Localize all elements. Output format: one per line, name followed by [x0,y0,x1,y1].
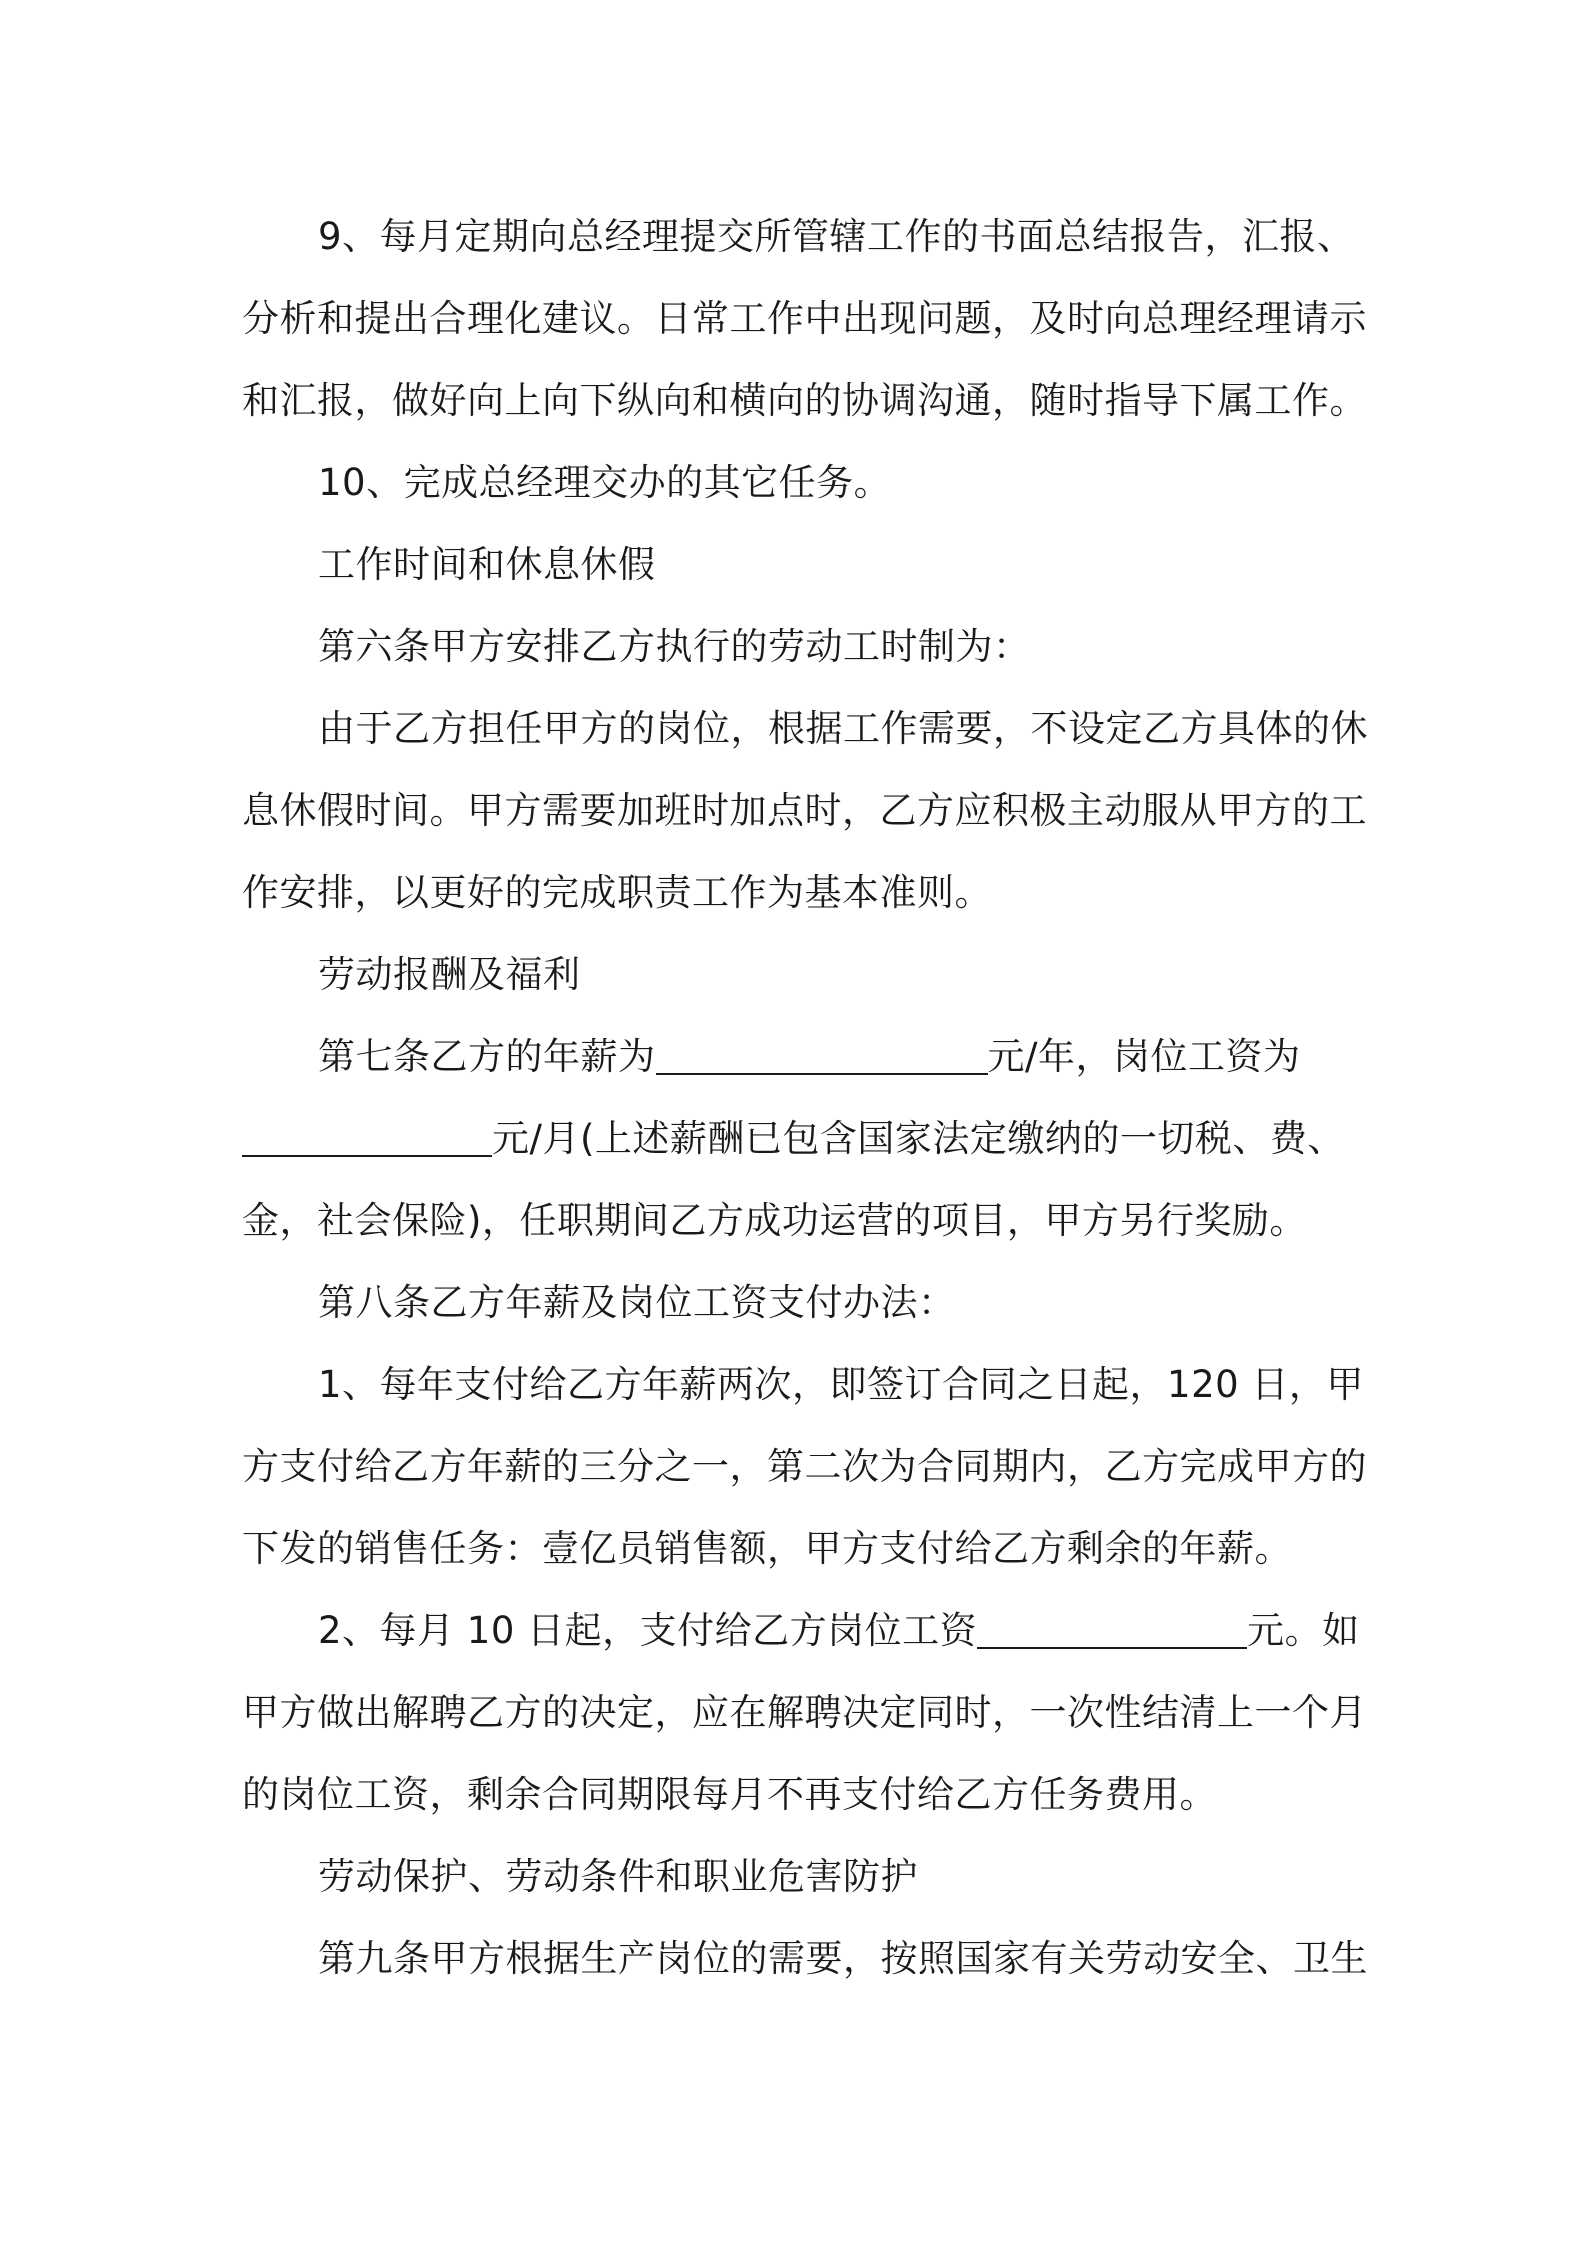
paragraph-line: 由于乙方担任甲方的岗位，根据工作需要，不设定乙方具体的休 [318,707,1368,750]
document-body [242,196,1368,2000]
paragraph-line: 方支付给乙方年薪的三分之一，第二次为合同期内，乙方完成甲方的 [242,1445,1367,1488]
paragraph-line: 息休假时间。甲方需要加班时加点时，乙方应积极主动服从甲方的工 [242,789,1367,832]
annual-salary-blank [656,1033,988,1075]
salary-text-post: 元/年，岗位工资为 [987,1035,1301,1078]
paragraph-line: 作安排，以更好的完成职责工作为基本准则。 [242,871,992,914]
paragraph-line: 9、每月定期向总经理提交所管辖工作的书面总结报告，汇报、 [318,215,1355,258]
salary-line [242,1016,1352,1098]
post-salary-blank [977,1607,1247,1649]
salary-text-monthly: 元/月(上述薪酬已包含国家法定缴纳的一切税、费、 [492,1117,1345,1160]
salary-text-annual: 第七条乙方的年薪为 [318,1035,656,1078]
section-heading: 工作时间和休息休假 [318,543,656,586]
paragraph-line: 第八条乙方年薪及岗位工资支付办法： [318,1281,956,1324]
paragraph-line: 的岗位工资，剩余合同期限每月不再支付给乙方任务费用。 [242,1773,1217,1816]
paragraph-line: 第六条甲方安排乙方执行的劳动工时制为： [318,625,1031,668]
monthly-salary-blank [242,1115,492,1157]
payment-text-end: 元。如 [1247,1609,1360,1652]
paragraph-line: 10、完成总经理交办的其它任务。 [318,461,892,504]
paragraph-line: 和汇报，做好向上向下纵向和横向的协调沟通，随时指导下属工作。 [242,379,1367,422]
paragraph-line: 1、每年支付给乙方年薪两次，即签订合同之日起，120 日，甲 [318,1363,1364,1406]
section-heading: 劳动报酬及福利 [318,953,581,996]
paragraph-line: 下发的销售任务：壹亿员销售额，甲方支付给乙方剩余的年薪。 [242,1527,1292,1570]
paragraph-line: 第九条甲方根据生产岗位的需要，按照国家有关劳动安全、卫生 [318,1937,1368,1980]
salary-line [242,1098,1352,1180]
paragraph-line: 甲方做出解聘乙方的决定，应在解聘决定同时，一次性结清上一个月 [242,1691,1367,1734]
section-heading: 劳动保护、劳动条件和职业危害防护 [318,1855,918,1898]
paragraph-line: 分析和提出合理化建议。日常工作中出现问题，及时向总理经理请示 [242,297,1367,340]
payment-text: 2、每月 10 日起，支付给乙方岗位工资 [318,1609,978,1652]
payment-line [242,1590,1360,1672]
paragraph-line: 金，社会保险)，任职期间乙方成功运营的项目，甲方另行奖励。 [242,1199,1307,1242]
